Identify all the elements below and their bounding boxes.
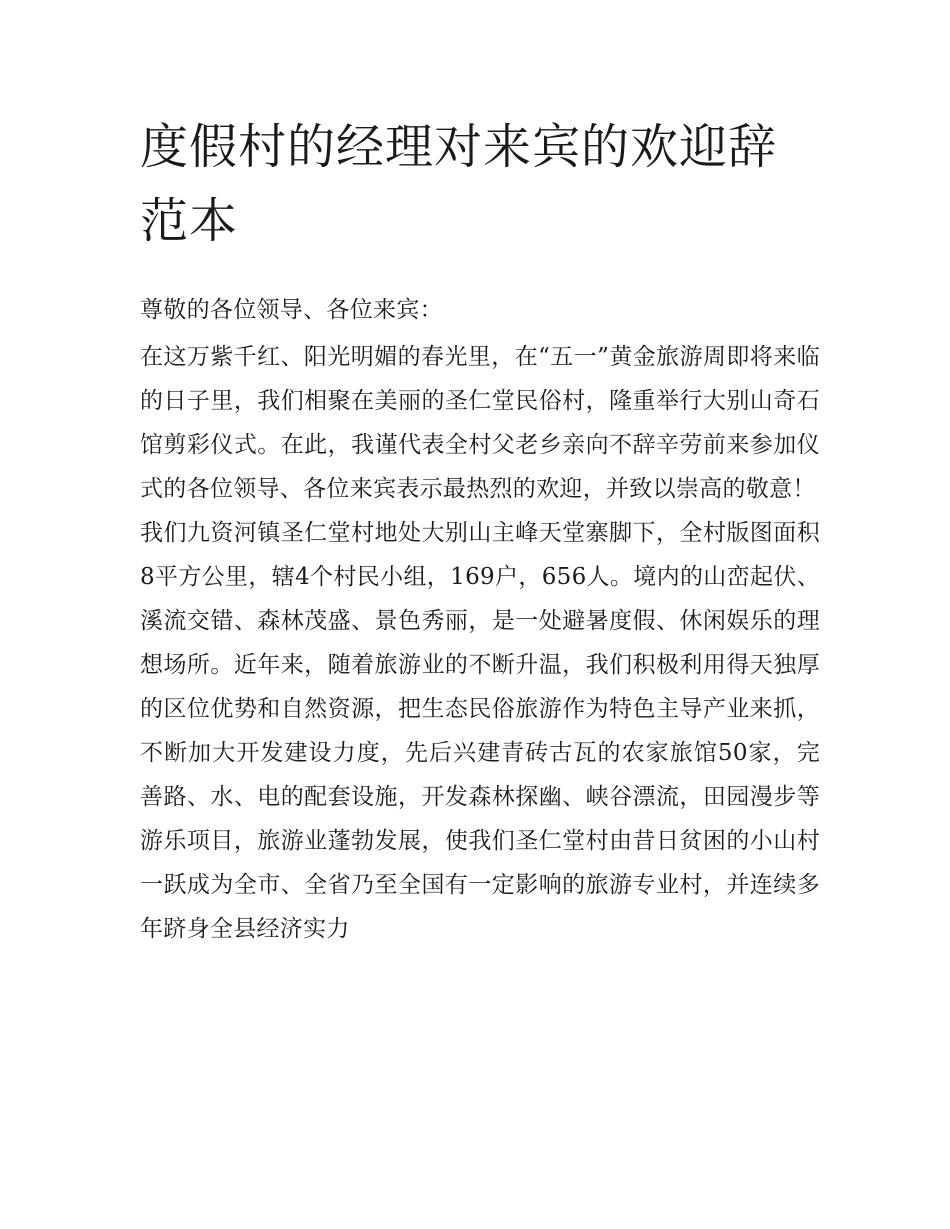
paragraph-opening: 在这万紫千红、阳光明媚的春光里，在“五一”黄金旅游周即将来临的日子里，我们相聚在美丽的圣仁堂民俗村，隆重举行大别山奇石馆剪彩仪式。在此，我谨代表全村父老乡亲向不辞辛劳前来参加仪式的各位领导、各位来宾表示最热烈的欢迎，并致以崇高的敬意！ [140, 344, 820, 502]
paragraph-village-intro: 我们九资河镇圣仁堂村地处大别山主峰天堂寨脚下，全村版图面积8平方公里，辖4个村民小组，169户，656人。境内的山峦起伏、溪流交错、森林茂盛、景色秀丽，是一处避暑度假、休闲娱乐的理想场所。近年来，随着旅游业的不断升温，我们积极利用得天独厚的区位优势和自然资源，把生态民俗旅游作为特色主导产业来抓，不断加大开发建设力度，先后兴建青砖古瓦的农家旅馆50家，完善路、水、电的配套设施，开发森林探幽、峡谷漂流，田园漫步等游乐项目，旅游业蓬勃发展，使我们圣仁堂村由昔日贫困的小山村一跃成为全市、全省乃至全国有一定影响的旅游专业村，并连续多年跻身全县经济实力 [140, 520, 820, 942]
salutation: 尊敬的各位领导、各位来宾： [140, 297, 443, 323]
document-title: 度假村的经理对来宾的欢迎辞范本 [140, 119, 778, 249]
document-page [140, 110, 820, 951]
